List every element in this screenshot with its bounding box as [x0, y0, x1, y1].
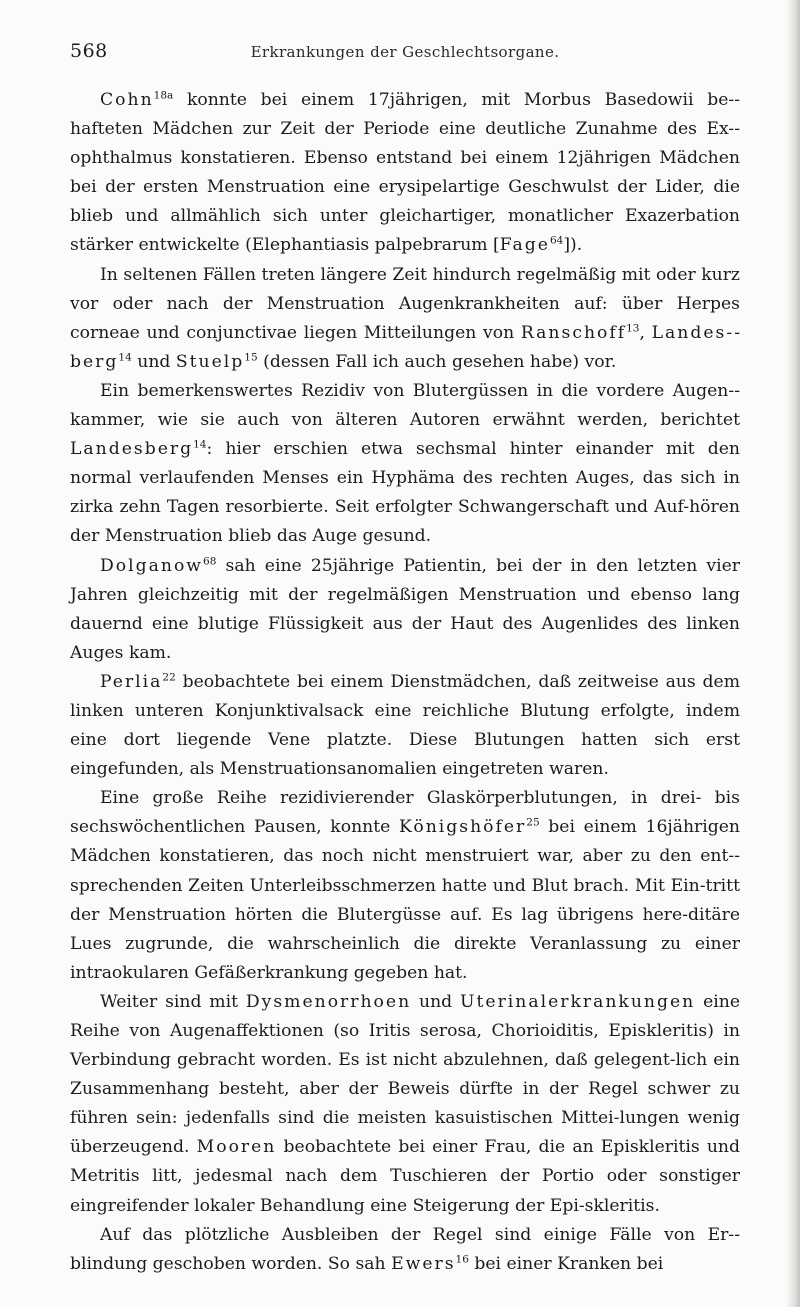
text-body — [70, 86, 740, 1279]
text-run: beobachtete bei einem Dienstmädchen, daß zeitweise aus dem linken unteren Konjunktivalsack eine reichliche Blutung erfolgte, indem eine dort liegende Vene platzte. Diese Blutungen hatten sich erst eingefunden, als Menstruationsanomalien eingetreten waren. — [70, 671, 740, 780]
text-run: eine Reihe von Augenaffektionen (so Iritis serosa, Chorioiditis, Episkleritis) in Verbindung gebracht worden. Es ist nicht abzulehnen, daß gelegent-lich ein Zusammenhang besteht, aber der Beweis dürfte in der Regel schwer zu führen sein: jedenfalls sind die meisten kasuistischen Mittei-lungen wenig überzeugend. — [70, 991, 740, 1158]
paragraph — [70, 377, 740, 552]
text-run: , — [639, 322, 652, 343]
text-run: beobachtete bei einer Frau, die an Episkleritis und Metritis litt, jedesmal nach dem Tuschieren der Portio oder sonstiger eingreifender lokaler Behandlung eine Steigerung der Epi-skleritis. — [70, 1137, 740, 1216]
author-name: Fage — [499, 235, 550, 256]
text-run: Eine große Reihe rezidivierender Glaskörperblutungen, in drei- bis sechswöchentlichen Pausen, konnte — [70, 788, 740, 838]
footnote-reference: 25 — [526, 817, 540, 830]
footnote-reference: 22 — [162, 671, 176, 684]
text-run: sah eine 25jährige Patientin, bei der in den letzten vier Jahren gleichzeitig mit der regelmäßigen Menstruation und ebenso lang dauernd eine blutige Flüssigkeit aus der Haut des Augenlides des linken Auges kam. — [70, 555, 740, 663]
author-name: Dolganow — [100, 555, 204, 576]
paragraph — [70, 988, 740, 1221]
author-name: Ewers — [391, 1253, 456, 1274]
text-run: und — [131, 351, 176, 372]
footnote-reference: 16 — [455, 1253, 469, 1266]
paragraph — [70, 668, 740, 784]
text-run: (dessen Fall ich auch gesehen habe) vor. — [257, 351, 617, 372]
text-run: In seltenen Fällen treten längere Zeit hindurch regelmäßig mit oder kurz vor oder nach der Menstruation Augenkrankheiten auf: über Herpes corneae und conjunctivae liegen Mitteilungen von — [70, 264, 740, 343]
page-number: 568 — [70, 40, 108, 62]
text-run: bei einem 16jährigen Mädchen konstatieren, das noch nicht menstruiert war, aber zu den ent-sprechenden Zeiten Unterleibsschmerzen hatte und Blut brach. Mit Ein-tritt der Menstruation hörten die Blutergüsse auf. Es lag übrigens here-ditäre Lues zugrunde, die wahrscheinlich die direkte Veranlassung zu einer intraokularen Gefäßerkrankung gegeben hat. — [70, 817, 740, 983]
footnote-reference: 18a — [153, 89, 174, 102]
footnote-reference: 15 — [244, 351, 258, 364]
footnote-reference: 68 — [203, 555, 217, 568]
paragraph — [70, 1221, 740, 1279]
text-run: Auf das plötzliche Ausbleiben der Regel sind einige Fälle von Er-blindung geschoben worden. So sah — [70, 1224, 740, 1274]
author-name: Landesberg — [70, 439, 194, 460]
text-run: konnte bei einem 17jährigen, mit Morbus Basedowii be-hafteten Mädchen zur Zeit der Periode eine deutliche Zunahme des Ex-ophthalmus konstatieren. Ebenso entstand bei einem 12jährigen Mädchen bei der ersten Menstruation eine erysipelartige Geschwulst der Lider, die blieb und allmählich sich unter gleichartiger, monatlicher Exazerbation stärker entwickelte (Elephantiasis palpebrarum [ — [70, 90, 740, 256]
author-name: Landes-berg — [70, 322, 740, 372]
running-head — [70, 40, 740, 70]
paragraph — [70, 261, 740, 377]
author-name: Königshöfer — [398, 817, 527, 838]
text-run: und — [411, 991, 460, 1012]
page-edge-shadow — [786, 0, 800, 1307]
author-name: Mooren — [196, 1137, 277, 1158]
author-name: Cohn — [100, 90, 154, 110]
text-run: Weiter sind mit — [100, 991, 246, 1012]
footnote-reference: 13 — [626, 322, 640, 335]
paragraph — [70, 552, 740, 668]
text-run: bei einer Kranken bei — [468, 1253, 664, 1274]
paragraph — [70, 86, 740, 261]
author-name: Ranschoff — [520, 322, 627, 343]
paragraph — [70, 784, 740, 988]
author-name: Uterinalerkrankungen — [460, 991, 696, 1012]
footnote-reference: 64 — [549, 235, 564, 248]
text-run: Ein bemerkenswertes Rezidiv von Blutergüssen in die vordere Augen-kammer, wie sie auch von älteren Autoren erwähnt werden, berichtet — [70, 380, 740, 431]
text-run: : hier erschien etwa sechsmal hinter einander mit den normal verlaufenden Menses ein Hyphäma des rechten Auges, das sich in zirka zehn Tagen resorbierte. Seit erfolgter Schwangerschaft und Auf-hören der Menstruation blieb das Auge gesund. — [70, 439, 740, 547]
author-name: Dysmenorrhoen — [245, 991, 412, 1012]
text-run: ]). — [563, 235, 583, 256]
running-title: Erkrankungen der Geschlechtsorgane. — [250, 43, 560, 61]
footnote-reference: 14 — [193, 438, 207, 451]
author-name: Stuelp — [175, 351, 245, 372]
author-name: Perlia — [100, 671, 163, 692]
footnote-reference: 14 — [118, 351, 132, 364]
